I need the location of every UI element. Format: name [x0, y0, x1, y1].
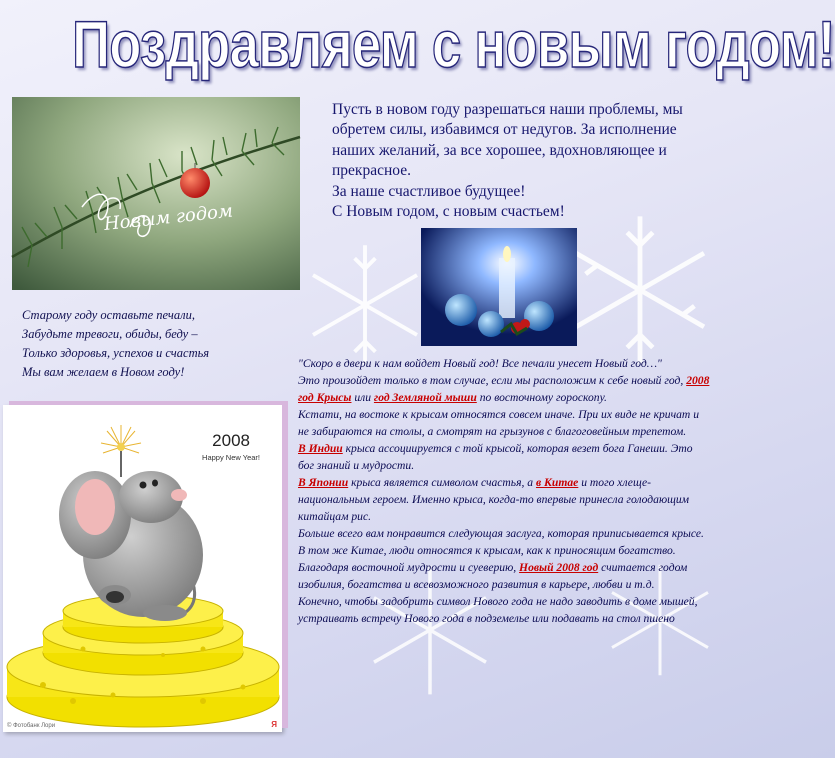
highlight-rat-year: 2008 год Крысы	[298, 374, 710, 404]
snowflake-icon	[560, 210, 720, 370]
branch-photo	[12, 97, 300, 290]
highlight-new-year-2008: Новый 2008 год	[519, 561, 599, 574]
article-text: крыса является символом счастья, а	[348, 476, 536, 489]
card-credit: © Фотобанк Лори	[7, 723, 56, 729]
article-text: или	[351, 391, 374, 404]
highlight-mouse-year: год Земляной мыши	[373, 391, 477, 404]
article-paragraph	[298, 372, 710, 406]
highlight-japan: В Японии	[298, 476, 349, 489]
page-title: Поздравляем с новым годом!	[72, 7, 835, 81]
highlight-india: В Индии	[298, 442, 343, 455]
wish-paragraph: За наше счастливое будущее!	[332, 182, 526, 200]
article-paragraph: Больше всего вам понравится следующая заслуга, которая приписывается крысе. В том же Китае, люди относятся к крысам, как к приносящим богатство.	[298, 527, 704, 557]
snowflake-icon	[300, 240, 430, 370]
article-text: крыса ассоциируется с той крысой, которая везет бога Ганеши. Это бог знаний и мудрости.	[298, 442, 693, 472]
article-text: считается годом изобилия, богатства и всевозможного развития в карьере, любви и т.д.	[298, 561, 688, 591]
card-year: 2008	[212, 431, 250, 450]
wish-paragraph: С Новым годом, с новым счастьем!	[332, 203, 565, 221]
wish-paragraph: Пусть в новом году разрешаться наши проблемы, мы обретем силы, избавимся от недугов. За исполнение наших желаний, за все хорошее, вдохновляющее и прекрасное.	[332, 101, 683, 180]
article-paragraph	[298, 440, 710, 474]
article-paragraph	[298, 474, 710, 525]
article-text: и того хлеще-национальным героем. Именно крыса, когда-то впервые принесла голодающим китайцам рис.	[298, 476, 690, 523]
poem	[22, 306, 292, 382]
card-mark: Я	[271, 720, 277, 729]
candles-photo	[421, 228, 577, 346]
wish-text	[332, 100, 707, 222]
article-paragraph: Кстати, на востоке к крысам относятся совсем иначе. При их виде не кричат и не забираются на столы, а смотрят на грызунов с благоговейным трепетом.	[298, 408, 699, 438]
article-text: по восточному гороскопу.	[476, 391, 607, 404]
poem-line: Мы вам желаем в Новом году!	[22, 365, 185, 379]
mouse-card	[3, 405, 282, 732]
card-subtitle: Happy New Year!	[202, 453, 260, 462]
article-paragraph: Конечно, чтобы задобрить символ Нового года не надо заводить в доме мышей, устраивать встречу Нового года в подземелье или подавать на стол пшено	[298, 595, 698, 625]
article-paragraph	[298, 559, 710, 593]
article-text: Благодаря восточной мудрости и суеверию,	[298, 561, 520, 574]
article	[298, 355, 710, 627]
article-paragraph: "Скоро в двери к нам войдет Новый год! Все печали унесет Новый год…"	[298, 357, 662, 370]
poem-line: Старому году оставьте печали,	[22, 308, 195, 322]
poem-line: Забудьте тревоги, обиды, беду –	[22, 327, 198, 341]
highlight-china: в Китае	[535, 476, 579, 489]
article-text: Это произойдет только в том случае, если мы расположим к себе новый год,	[298, 374, 687, 387]
photo-caption: Новым годом	[102, 200, 234, 235]
poem-line: Только здоровья, успехов и счастья	[22, 346, 210, 360]
